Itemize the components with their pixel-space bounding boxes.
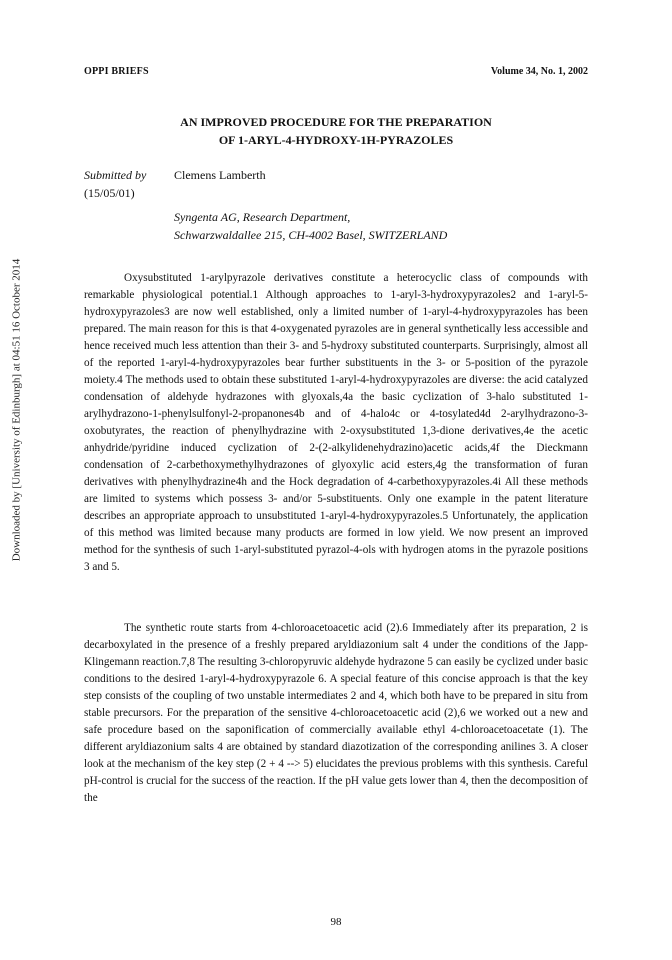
article-title-line-2: OF 1-ARYL-4-HYDROXY-1H-PYRAZOLES <box>218 133 454 147</box>
page-number: 98 <box>330 916 342 928</box>
body-paragraph-2 <box>84 620 588 807</box>
download-watermark <box>6 150 26 670</box>
affiliation-line-1: Syngenta AG, Research Department, <box>174 210 351 224</box>
paragraph-text: Oxysubstituted 1-arylpyrazole derivatives constitute a heterocyclic class of compounds with remarkable physiological potential.1 Although approaches to 1-aryl-3-hydroxypyrazoles2 and 1-aryl-5-hydroxypyrazoles3 are now well established, only a limited number of 1-aryl-4-hydroxypyrazoles has been prepared. The main reason for this is that 4-oxygenated pyrazoles are in general synthetically less accessible and hence received much less attention than their 3- and 5-hydroxy substituted counterparts. Surprisingly, almost all of the reported 1-aryl-4-hydroxypyrazoles bear further substituents in the 3- or 5-position of the pyrazole moiety.4 The methods used to obtain these substituted 1-aryl-4-hydroxypyrazoles are diverse: the acid catalyzed condensation of aldehyde hydrazones with glyoxals,4a the basic cyclization of 3-halo substituted 1-arylhydrazono-1-phenylsulfonyl-2-propanones4b and of 4-halo4c or 4-tosylated4d 2-arylhydrazono-3-oxobutyrates, the reaction of phenylhydrazine with 2-oxysubstituted 1,3-dione derivatives,4e the acetic anhydride/pyridine induced cyclization of 2-(2-alkylidenehydrazino)acetic acids,4f the Dieckmann condensation of 2-carbethoxymethylhydrazones of glyoxylic acid esters,4g the transformation of furan derivatives with phenylhydrazine4h and the Hock degradation of 4-carbethoxypyrazoles.4i All these methods are limited to systems which possess 3- and/or 5-substituents. Only one example in the patent literature describes an appropriate approach to unsubstituted 1-aryl-4-hydroxypyrazoles.5 Unfortunately, the application of this method was limited because many products are formed in low yield. We now present an improved method for the synthesis of such 1-aryl-substituted pyrazol-4-ols with hydrogen atoms in the pyrazole positions 3 and 5. <box>84 272 588 573</box>
affiliation-line-2: Schwarzwaldallee 215, CH-4002 Basel, SWITZERLAND <box>174 228 448 242</box>
running-header-left: OPPI BRIEFS <box>84 66 149 77</box>
article-title-line-1: AN IMPROVED PROCEDURE FOR THE PREPARATION <box>180 115 492 129</box>
author-name: Clemens Lamberth <box>174 168 266 182</box>
running-header-right: Volume 34, No. 1, 2002 <box>490 66 588 77</box>
download-watermark-text: Downloaded by [University of Edinburgh] at 04:51 16 October 2014 <box>10 258 22 562</box>
submission-date: (15/05/01) <box>84 186 135 200</box>
paragraph-text: The synthetic route starts from 4-chloroacetoacetic acid (2).6 Immediately after its preparation, 2 is decarboxylated in the presence of a freshly prepared aryldiazonium salt 4 under the conditions of the Japp-Klingemann reaction.7,8 The resulting 3-chloropyruvic aldehyde hydrazone 5 can easily be cyclized under basic conditions to the desired 1-aryl-4-hydroxypyrazole 6. A special feature of this concise approach is that the key step consists of the coupling of two unstable intermediates 2 and 4, which both have to be prepared in situ from stable precursors. For the preparation of the sensitive 4-chloroacetoacetic acid (2),6 we worked out a new and safe procedure based on the saponification of commercially available ethyl 4-chloroacetoacetate (1). The different aryldiazonium salts 4 are obtained by standard diazotization of the corresponding anilines 3. A closer look at the mechanism of the key step (2 + 4 --> 5) elucidates the previous problems with this synthesis. Careful pH-control is crucial for the success of the reaction. If the pH value gets lower than 4, then the decomposition of the <box>84 622 588 804</box>
body-paragraph-1 <box>84 270 588 576</box>
submitted-by-label: Submitted by <box>84 168 147 182</box>
